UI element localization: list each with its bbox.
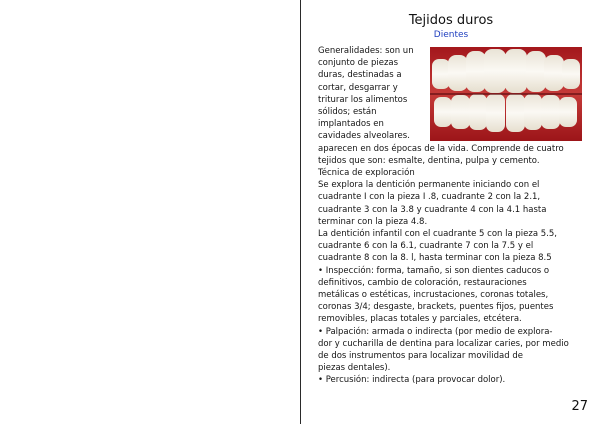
body-line: sólidos; están xyxy=(318,107,377,118)
right-page xyxy=(301,0,600,424)
body-line: aparecen en dos épocas de la vida. Comprende de cuatro xyxy=(318,143,564,154)
photo-wrap-spacer xyxy=(465,45,586,141)
page-subtitle: Dientes xyxy=(433,30,469,40)
body-line: de dos instrumentos para localizar movilidad de xyxy=(318,351,523,362)
body-line: tejidos que son: esmalte, dentina, pulpa y cemento. xyxy=(318,155,540,166)
body-line: cuadrante 6 con la 6.1, cuadrante 7 con la 7.5 y el xyxy=(318,241,534,252)
body-line: Generalidades: son un xyxy=(318,46,414,56)
bullet-line: • Percusión: indirecta (para provocar dolor). xyxy=(318,375,506,386)
body-line: La dentición infantil con el cuadrante 5 con la pieza 5.5, xyxy=(318,229,557,240)
body-line: cortar, desgarrar y xyxy=(318,82,398,93)
body-line: piezas dentales). xyxy=(318,363,391,374)
body-line: implantados en xyxy=(318,119,384,130)
body-line: conjunto de piezas xyxy=(318,58,399,69)
body-line: cuadrante 3 con la 3.8 y cuadrante 4 con la 4.1 hasta xyxy=(318,204,547,215)
bullet-line: • Palpación: armada o indirecta (por medio de explora- xyxy=(318,326,553,337)
body-line: Se explora la dentición permanente iniciando con el xyxy=(318,180,540,191)
body-line: removibles, placas totales y parciales, etcétera. xyxy=(318,314,522,325)
body-line: definitivos, cambio de coloración, restauraciones xyxy=(318,277,527,288)
body-line: coronas 3/4; desgaste, brackets, puentes fijos, puentes xyxy=(318,302,554,313)
body-text xyxy=(318,45,586,387)
body-line: triturar los alimentos xyxy=(318,94,408,105)
page-number: 27 xyxy=(571,399,588,414)
body-line: dor y cucharilla de dentina para localizar caries, por medio xyxy=(318,338,569,349)
body-line: terminar con la pieza 4.8. xyxy=(318,216,428,227)
body-line: cuadrante I con la pieza I .8, cuadrante 2 con la 2.1, xyxy=(318,192,541,203)
body-line: cavidades alveolares. xyxy=(318,131,410,142)
body-line: metálicas o estéticas, incrustaciones, coronas totales, xyxy=(318,290,549,301)
bullet-line: • Inspección: forma, tamaño, si son dientes caducos o xyxy=(318,265,550,276)
body-line: duras, destinadas a xyxy=(318,70,402,81)
page-title: Tejidos duros xyxy=(408,13,494,28)
section-heading: Técnica de exploración xyxy=(318,168,415,179)
body-line: cuadrante 8 con la 8. l, hasta terminar con la pieza 8.5 xyxy=(318,253,552,264)
